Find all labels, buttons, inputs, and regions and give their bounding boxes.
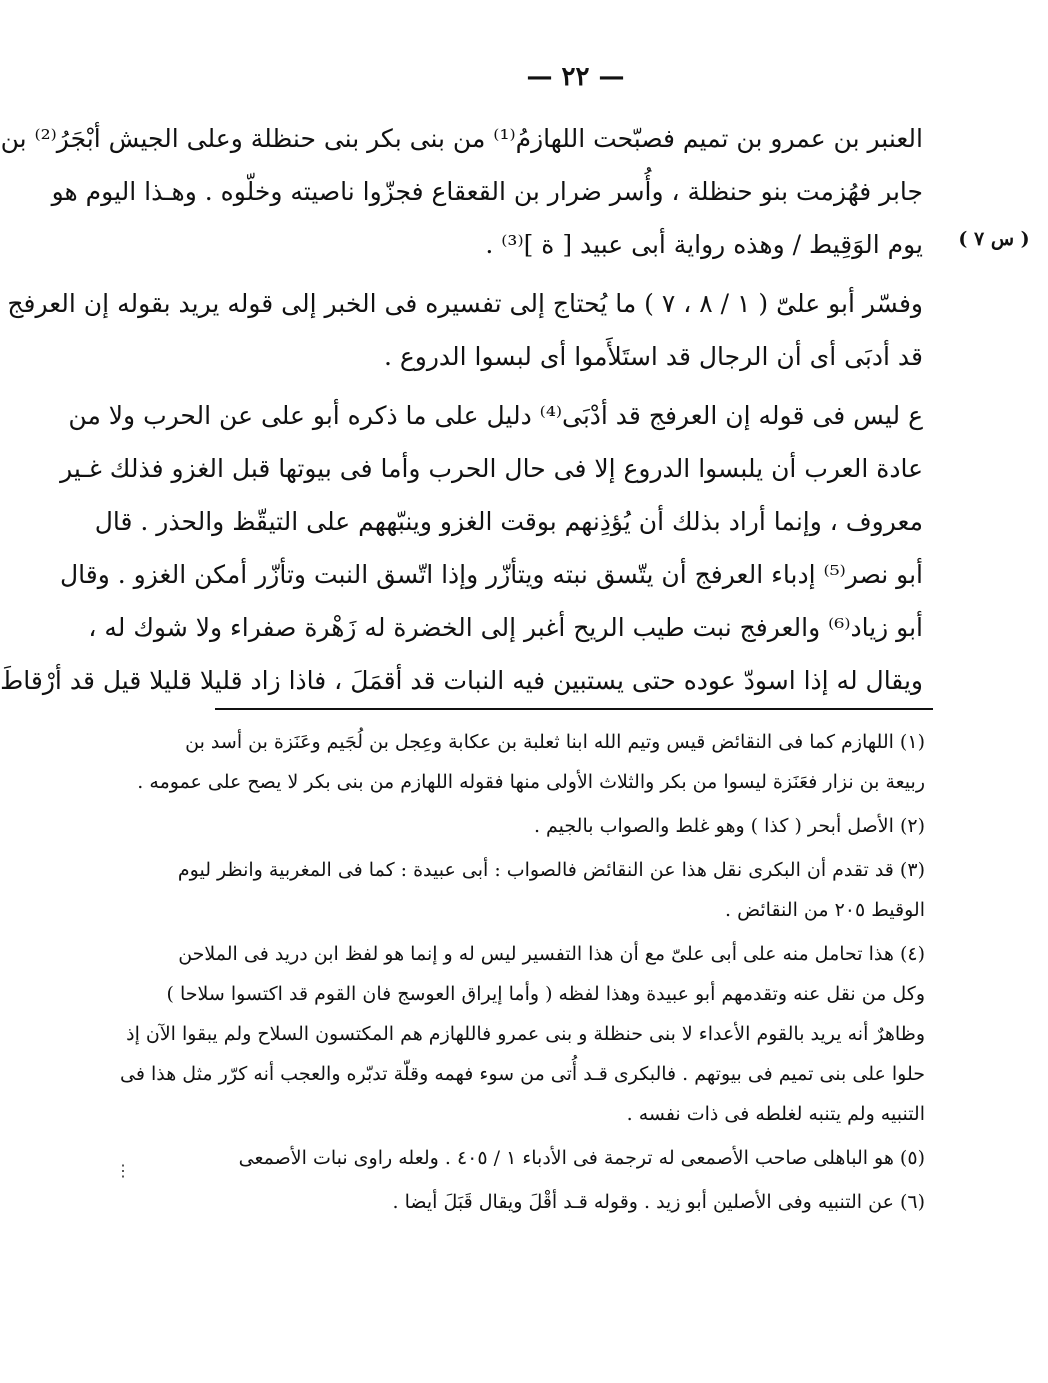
text-line: ع ليس فى قوله إن العرفج قد أدْبَى⁽⁴⁾ دليل على ما ذكره أبو على عن الحرب ولا من	[68, 401, 923, 430]
footnote-line: (٦) عن التنبيه وفى الأصلين أبو زيد . وقوله قـد أقْلَ ويقال قَبَلَ أيضا .	[392, 1191, 925, 1213]
footnote-line: (٤) هذا تحامل منه على أبى علىّ مع أن هذا التفسير ليس له و إنما هو لفظ ابن دريد فى الملاحن	[178, 943, 925, 965]
page-number: — ٢٢ —	[526, 62, 625, 92]
footnote-line: (١) اللهازم كما فى النقائض قيس وتيم الله ابنا ثعلبة بن عكابة وعِجل بن لُجَيم وعَنَزة بن أسد بن	[185, 731, 925, 753]
text-line: ويقال له إذا اسودّ عوده حتى يستبين فيه النبات قد أقمَلَ ، فاذا زاد قليلا قليلا قيل قد أرْقاطَ	[0, 666, 923, 695]
text-line: أبو زياد⁽⁶⁾ والعرفج نبت طيب الريح أغبر إلى الخضرة له زَهْرة صفراء ولا شوك له ،	[88, 613, 923, 642]
footnote-5	[189, 1138, 925, 1178]
footnote-line: وظاهرٌ أنه يريد بالقوم الأعداء لا بنى حنظلة و بنى عمرو فاللهازم هم المكتسون السلاح ولم يبقوا الآن إذ	[126, 1023, 925, 1045]
scan-mark: ⋮	[115, 1161, 131, 1180]
paragraph	[0, 112, 923, 271]
text-line: عادة العرب أن يلبسوا الدروع إلا فى حال الحرب وأما فى بيوتها قبل الغزو فذلك غـير	[60, 454, 923, 483]
paragraph	[0, 389, 923, 707]
footnote-line: (٥) هو الباهلى صاحب الأصمعى له ترجمة فى الأدباء ١ / ٤٠٥ . ولعله راوى نبات الأصمعى	[238, 1147, 925, 1169]
footnote-line: (٢) الأصل أبحر ( كذا ) وهو غلط والصواب بالجيم .	[533, 815, 925, 837]
text-line: معروف ، وإنما أراد بذلك أن يُؤذِنهم بوقت الغزو وينبّههم على التيقّظ والحذر . قال	[94, 507, 923, 536]
text-line: يوم الوَقِيط / وهذه رواية أبى عبيد [ ة ]⁽³⁾ .	[485, 230, 923, 259]
footnote-4	[120, 934, 925, 1134]
text-line: أبو نصر⁽⁵⁾ إدباء العرفج أن يتّسق نبته ويتأزّر وإذا اتّسق النبت وتأزّر أمكن الغزو . وقال	[60, 560, 923, 589]
text-line: جابر فهُزمت بنو حنظلة ، وأُسر ضرار بن القعقاع فجزّوا ناصيته وخلّوه . وهـذا اليوم هو	[51, 177, 923, 206]
paragraph	[7, 277, 923, 383]
footnote-line: حلوا على بنى تميم فى بيوتهم . فالبكرى قـد أُتى من سوء فهمه وقلّة تدبّره والعجب أنه كرّر مثل هذا فى	[120, 1063, 925, 1085]
text-line: قد أدبَى أى أن الرجال قد استَلأَموا أى لبسوا الدروع .	[383, 342, 923, 371]
footnote-line: التنبيه ولم يتنبه لغلطه فى ذات نفسه .	[626, 1103, 925, 1125]
main-text	[0, 112, 923, 713]
footnote-line: الوقيط ٢٠٥ من النقائض .	[725, 899, 925, 921]
footnotes	[120, 722, 925, 1226]
footnote-line: ربيعة بن نزار فعَنَزة ليسوا من بكر والثلاث الأولى منها فقوله اللهازم من بنى بكر لا يصح على عمومه .	[137, 771, 925, 793]
footnote-line: وكل من نقل عنه وتقدمهم أبو عبيدة وهذا لفظه ( وأما إيراق العوسج فان القوم قد اكتسوا سلاحا )	[166, 983, 925, 1005]
footnote-2	[189, 806, 925, 846]
footnote-1	[137, 722, 925, 802]
text-line: وفسّر أبو علىّ ( ١ / ٨ ، ٧ ) ما يُحتاج إلى تفسيره فى الخبر إلى قوله يريد بقوله إن العرفج	[7, 289, 923, 318]
footnote-3	[177, 850, 925, 930]
footnote-6	[189, 1182, 925, 1222]
margin-note: ( س ٧ )	[958, 228, 1030, 250]
footnote-divider	[215, 708, 933, 710]
text-line: العنبر بن عمرو بن تميم فصبّحت اللهازمُ⁽¹⁾ من بنى بكر بنى حنظلة وعلى الجيش أبْجَرُ⁽²⁾ بن	[0, 124, 923, 153]
footnote-line: (٣) قد تقدم أن البكرى نقل هذا عن النقائض فالصواب : أبى عبيدة : كما فى المغربية وانظر ليوم	[177, 859, 925, 881]
